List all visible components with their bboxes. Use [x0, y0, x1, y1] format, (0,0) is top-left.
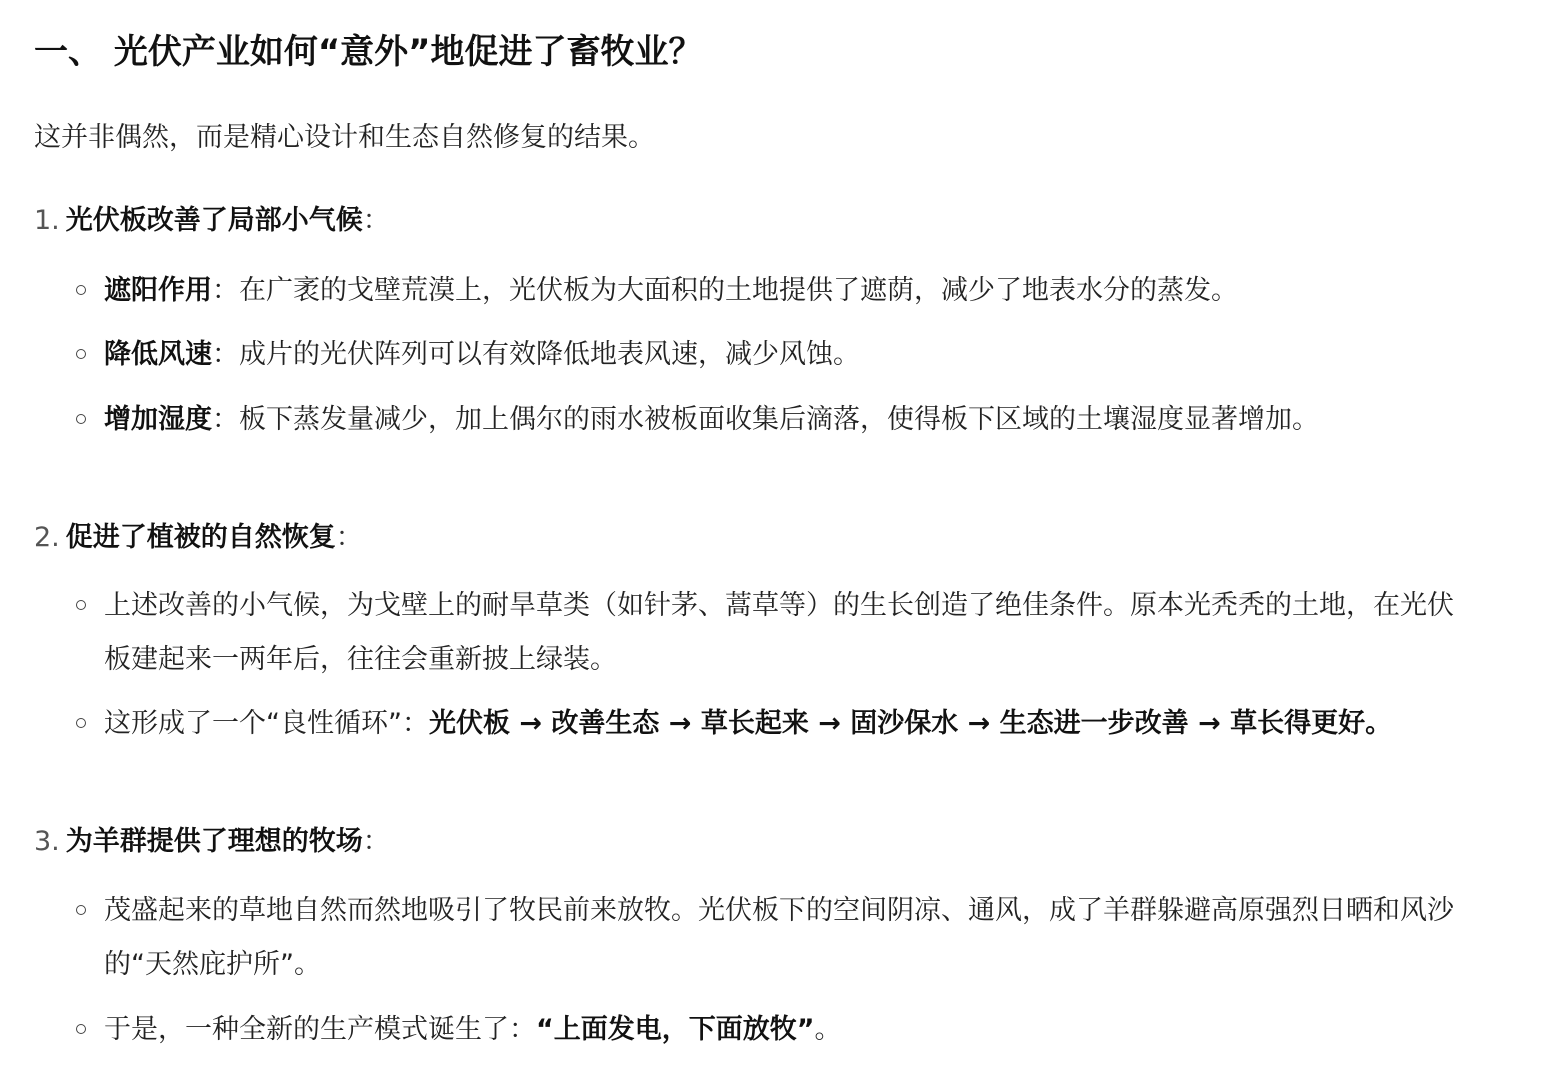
bullet-icon: [76, 349, 86, 359]
intro-paragraph: 这并非偶然，而是精心设计和生态自然修复的结果。: [34, 122, 655, 153]
bullet-term: 遮阳作用: [104, 275, 212, 306]
bullet-item: [104, 1003, 1454, 1057]
bullet-icon: [76, 285, 86, 295]
bullet-icon: [76, 600, 86, 610]
bullet-item: [104, 328, 1454, 382]
bullet-term: 增加湿度: [104, 404, 212, 435]
bullet-sep: ：: [212, 275, 239, 306]
bullet-term: 降低风速: [104, 339, 212, 370]
section-heading: 一、 光伏产业如何“意外”地促进了畜牧业？: [34, 32, 703, 72]
bullet-emphasis: 光伏板 → 改善生态 → 草长起来 → 固沙保水 → 生态进一步改善 → 草长得更好。: [428, 708, 1393, 739]
bullet-icon: [76, 1024, 86, 1034]
bullet-prefix: 于是，一种全新的生产模式诞生了：: [104, 1014, 536, 1045]
bullet-item: [104, 264, 1454, 318]
bullet-text: 上述改善的小气候，为戈壁上的耐旱草类（如针茅、蒿草等）的生长创造了绝佳条件。原本光秃秃的土地，在光伏板建起来一两年后，往往会重新披上绿装。: [104, 590, 1454, 675]
item-title: 促进了植被的自然恢复: [65, 522, 336, 553]
item-number: 1.: [34, 205, 60, 236]
item-title: 为羊群提供了理想的牧场: [65, 826, 363, 857]
bullet-sep: ：: [212, 404, 239, 435]
bullet-prefix: 这形成了一个“良性循环”：: [104, 708, 429, 739]
bullet-text: 茂盛起来的草地自然而然地吸引了牧民前来放牧。光伏板下的空间阴凉、通风，成了羊群躲避高原强烈日晒和风沙的“天然庇护所”。: [104, 895, 1454, 980]
item-colon: ：: [362, 826, 390, 857]
bullet-suffix: 。: [814, 1014, 842, 1045]
bullet-icon: [76, 905, 86, 915]
numbered-item-2: [34, 518, 363, 558]
bullet-sep: ：: [212, 339, 239, 370]
numbered-item-3: [34, 822, 390, 862]
item-number: 2.: [34, 522, 60, 553]
bullet-text: 在广袤的戈壁荒漠上，光伏板为大面积的土地提供了遮荫，减少了地表水分的蒸发。: [239, 275, 1238, 306]
item-title: 光伏板改善了局部小气候: [65, 205, 363, 236]
bullet-emphasis: “上面发电，下面放牧”: [536, 1014, 815, 1045]
item-colon: ：: [335, 522, 363, 553]
bullet-item: [104, 884, 1454, 992]
bullet-item: [104, 579, 1454, 687]
bullet-item: [104, 697, 1454, 751]
bullet-icon: [76, 718, 86, 728]
item-colon: ：: [362, 205, 390, 236]
bullet-icon: [76, 414, 86, 424]
numbered-item-1: [34, 201, 390, 241]
bullet-item: [104, 393, 1454, 447]
item-number: 3.: [34, 826, 60, 857]
bullet-text: 板下蒸发量减少，加上偶尔的雨水被板面收集后滴落，使得板下区域的土壤湿度显著增加。: [239, 404, 1319, 435]
bullet-text: 成片的光伏阵列可以有效降低地表风速，减少风蚀。: [239, 339, 860, 370]
